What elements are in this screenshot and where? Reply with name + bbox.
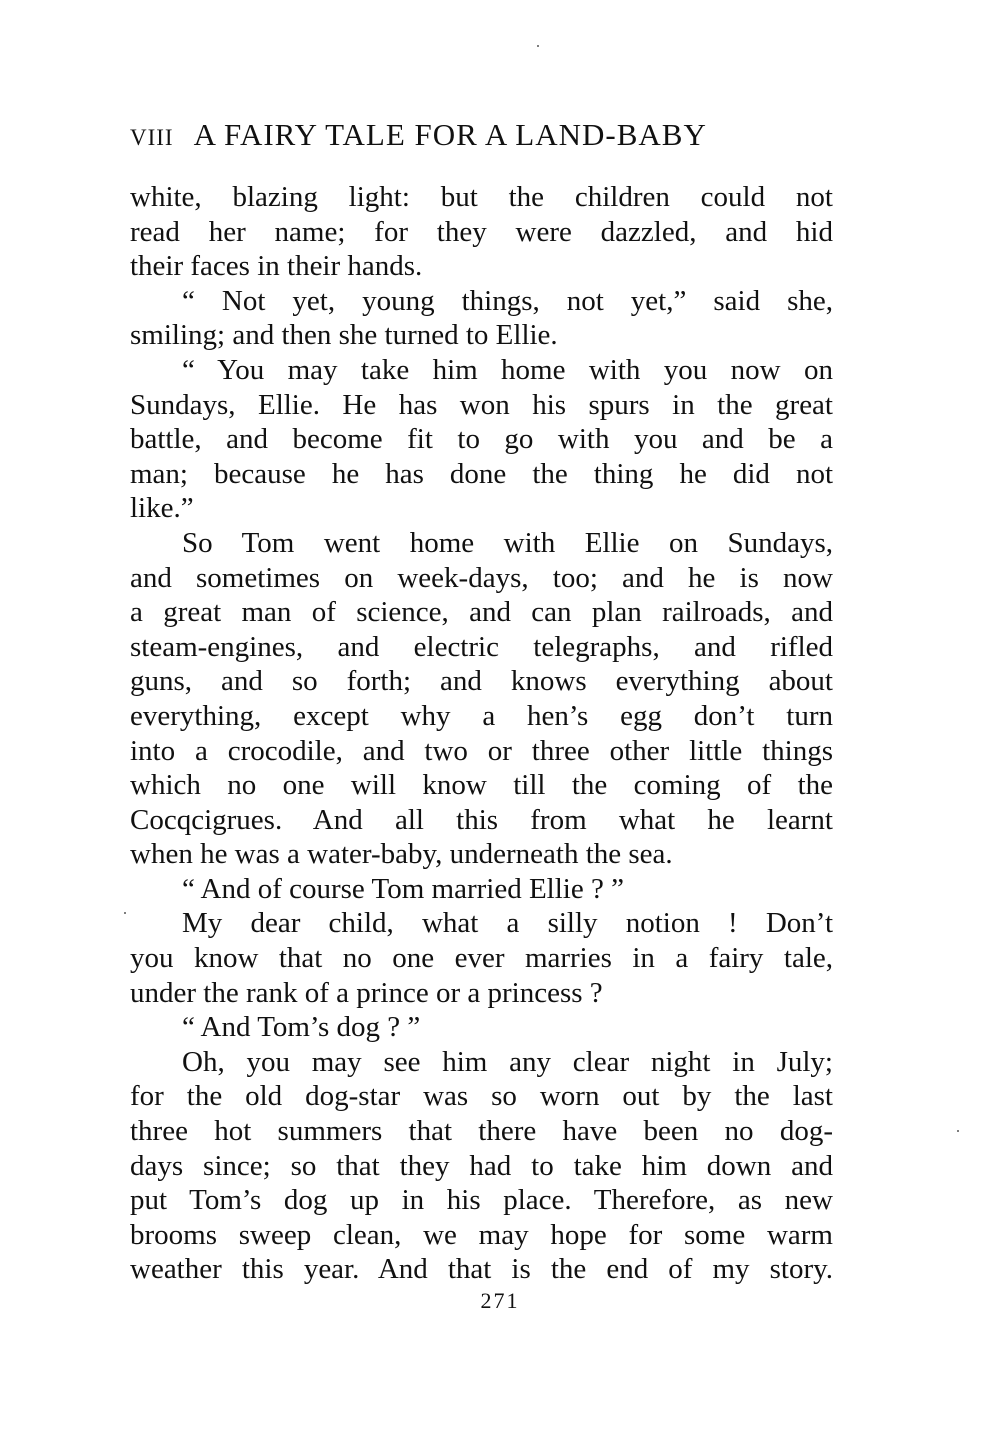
text-line: you know that no one ever marries in a fairy tale, bbox=[130, 942, 833, 975]
text-line: like.” bbox=[130, 492, 194, 525]
text-line: guns, and so forth; and knows everything about bbox=[130, 665, 833, 698]
text-line: battle, and become fit to go with you and be a bbox=[130, 423, 833, 456]
text-line: three hot summers that there have been no dog- bbox=[130, 1115, 833, 1148]
text-line: a great man of science, and can plan railroads, and bbox=[130, 596, 833, 629]
text-line: put Tom’s dog up in his place. Therefore, as new bbox=[130, 1184, 833, 1217]
text-line: “ Not yet, young things, not yet,” said she, bbox=[182, 284, 833, 317]
page-number: 271 bbox=[480, 1288, 520, 1313]
text-line: and sometimes on week-days, too; and he is now bbox=[130, 561, 833, 594]
text-line: under the rank of a prince or a princess ? bbox=[130, 976, 603, 1009]
print-speck bbox=[124, 912, 126, 914]
text-line: read her name; for they were dazzled, and hid bbox=[130, 215, 833, 248]
text-line: My dear child, what a silly notion ! Don’t bbox=[182, 907, 833, 940]
text-line: into a crocodile, and two or three other little things bbox=[130, 734, 833, 767]
text-line: days since; so that they had to take him down and bbox=[130, 1149, 833, 1182]
running-title: A FAIRY TALE FOR A LAND-BABY bbox=[193, 117, 707, 152]
text-line: everything, except why a hen’s egg don’t turn bbox=[130, 699, 833, 732]
text-line: So Tom went home with Ellie on Sundays, bbox=[182, 526, 833, 559]
text-line: “ And of course Tom married Ellie ? ” bbox=[182, 872, 624, 905]
print-speck bbox=[537, 45, 539, 47]
text-line: steam-engines, and electric telegraphs, and rifled bbox=[130, 630, 833, 663]
text-line: white, blazing light: but the children could not bbox=[130, 181, 833, 213]
text-line: “ And Tom’s dog ? ” bbox=[182, 1011, 421, 1044]
running-head bbox=[130, 117, 833, 157]
text-line: Cocqcigrues. And all this from what he learnt bbox=[130, 803, 833, 836]
text-line: Oh, you may see him any clear night in July; bbox=[182, 1045, 833, 1078]
body-text bbox=[130, 180, 833, 1287]
text-line: man; because he has done the thing he did not bbox=[130, 457, 833, 490]
text-line: when he was a water-baby, underneath the sea. bbox=[130, 838, 673, 871]
text-line: smiling; and then she turned to Ellie. bbox=[130, 319, 558, 352]
print-speck bbox=[957, 1130, 959, 1132]
text-line: “ You may take him home with you now on bbox=[182, 353, 833, 386]
text-line: brooms sweep clean, we may hope for some warm bbox=[130, 1218, 833, 1251]
text-line: their faces in their hands. bbox=[130, 250, 423, 283]
folio: VIII bbox=[130, 125, 174, 150]
text-line: weather this year. And that is the end of my story. bbox=[130, 1253, 833, 1286]
text-line: for the old dog-star was so worn out by the last bbox=[130, 1080, 833, 1113]
text-line: Sundays, Ellie. He has won his spurs in the great bbox=[130, 388, 833, 421]
text-line: which no one will know till the coming of the bbox=[130, 769, 833, 802]
